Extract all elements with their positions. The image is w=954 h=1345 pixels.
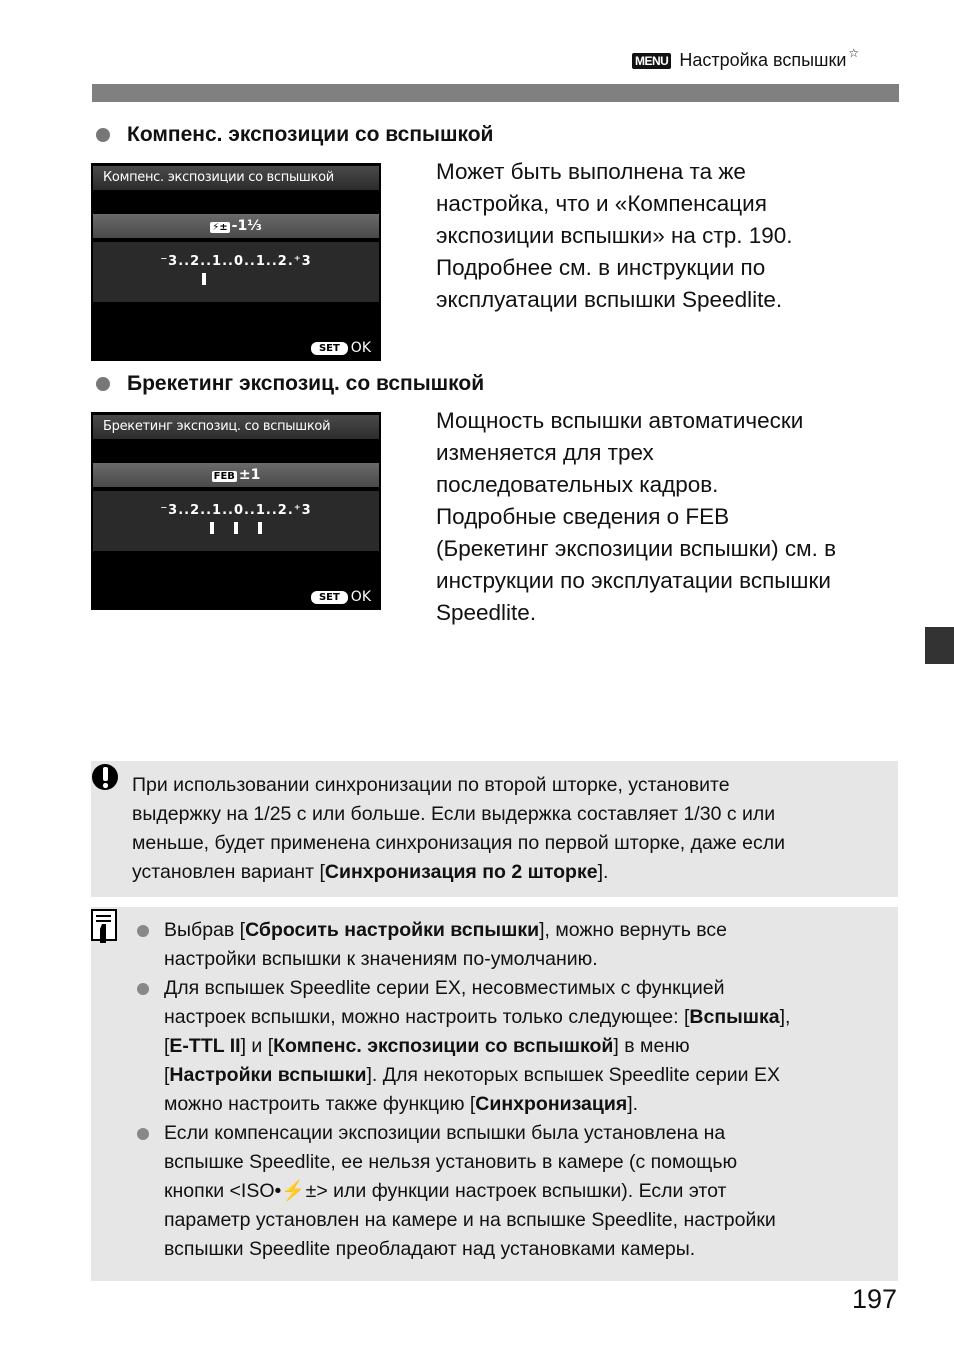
text-segment: настройки вспышки к значениям по-умолчанию.	[164, 948, 598, 970]
text-segment: [	[164, 1064, 170, 1086]
text-line	[132, 829, 785, 858]
camera-screen-flash-comp	[91, 163, 381, 361]
text-segment: ], можно вернуть все	[539, 919, 728, 941]
exposure-scale	[93, 242, 379, 302]
bullet-icon	[96, 128, 110, 142]
text-line: Speedlite.	[436, 600, 537, 625]
caution-text	[132, 771, 785, 887]
text-line	[164, 1032, 790, 1061]
value-text: ±1	[238, 467, 261, 483]
note-item	[164, 916, 727, 974]
text-segment: кнопки <ISO•⚡±> или функции настроек вспышки). Если этот	[164, 1180, 727, 1202]
text-line	[164, 945, 727, 974]
note-item	[164, 1119, 776, 1264]
text-line: Может быть выполнена та же	[436, 159, 746, 184]
camera-screen-feb	[91, 412, 381, 610]
text-line: (Брекетинг экспозиции вспышки) см. в	[436, 536, 837, 561]
caution-icon	[91, 763, 121, 793]
text-line	[164, 1090, 790, 1119]
text-line: Подробнее см. в инструкции по	[436, 255, 766, 280]
ok-text: OK	[350, 340, 371, 356]
bold-term: Компенс. экспозиции со вспышкой	[273, 1035, 614, 1057]
running-header	[632, 45, 860, 71]
bracket-marker	[210, 522, 214, 534]
bold-term: E-TTL II	[169, 1035, 241, 1057]
screen-value	[93, 214, 379, 238]
bullet-icon	[137, 925, 149, 937]
text-segment: меньше, будет применена синхронизация по первой шторке, даже если	[132, 832, 786, 854]
text-segment: ] и [	[240, 1035, 274, 1057]
text-line	[164, 1003, 790, 1032]
text-segment: ] в меню	[613, 1035, 690, 1057]
text-line: настройка, что и «Компенсация	[436, 191, 767, 216]
text-segment: выдержку на 1/25 с или больше. Если выдержка составляет 1/30 с или	[132, 803, 776, 825]
text-segment: параметр установлен на камере и на вспышке Speedlite, настройки	[164, 1209, 776, 1231]
text-line	[164, 1061, 790, 1090]
screen-title: Брекетинг экспозиц. со вспышкой	[93, 415, 379, 439]
exposure-scale	[93, 491, 379, 551]
note-box	[91, 907, 898, 1281]
text-segment: настроек вспышки, можно настроить только следующее: [	[164, 1006, 690, 1028]
scale-text: ⁻3..2..1..0..1..2.⁺3	[160, 503, 312, 518]
text-segment: вспышке Speedlite, ее нельзя установить в камере (с помощью	[164, 1151, 738, 1173]
text-segment: ]. Для некоторых вспышек Speedlite серии EX	[366, 1064, 780, 1086]
text-line	[132, 800, 785, 829]
text-segment: вспышки Speedlite преобладают над установками камеры.	[164, 1238, 696, 1260]
text-segment: Для вспышек Speedlite серии EX, несовместимых с функцией	[164, 977, 725, 999]
text-segment: установлен вариант [	[132, 861, 325, 883]
heading-text: Компенс. экспозиции со вспышкой	[127, 123, 494, 146]
caution-box	[91, 761, 898, 897]
text-line: экспозиции вспышки» на стр. 190.	[436, 223, 793, 248]
heading-text: Брекетинг экспозиц. со вспышкой	[127, 372, 485, 395]
text-line	[164, 916, 727, 945]
text-line: Подробные сведения о FEB	[436, 504, 730, 529]
set-icon: SET	[311, 342, 348, 355]
note-item	[164, 974, 790, 1119]
bold-term: Вспышка	[689, 1006, 780, 1028]
screen-value	[93, 463, 379, 487]
text-line	[164, 1148, 776, 1177]
scale-text: ⁻3..2..1..0..1..2.⁺3	[160, 254, 312, 269]
bold-term: Синхронизация	[475, 1093, 628, 1115]
bracket-marker	[202, 273, 206, 285]
bullet-icon	[137, 1128, 149, 1140]
bullet-icon	[96, 377, 110, 391]
page-number: 197	[852, 1284, 898, 1314]
bold-term: Синхронизация по 2 шторке	[324, 861, 598, 883]
section2-heading	[96, 372, 484, 396]
text-line: изменяется для трех	[436, 440, 654, 465]
bracket-marker	[258, 522, 262, 534]
text-line	[164, 1235, 776, 1264]
text-segment: Выбрав [	[164, 919, 246, 941]
text-line: эксплуатации вспышки Speedlite.	[436, 287, 783, 312]
text-segment: ],	[779, 1006, 791, 1028]
ok-text: OK	[350, 589, 371, 605]
text-line: инструкции по эксплуатации вспышки	[436, 568, 831, 593]
feb-icon: FEB	[213, 471, 235, 482]
text-segment: Если компенсации экспозиции вспышки была установлена на	[164, 1122, 726, 1144]
value-text: -1⅓	[231, 218, 262, 234]
text-line	[164, 974, 790, 1003]
bracket-marker	[234, 522, 238, 534]
set-icon: SET	[311, 591, 348, 604]
note-memo-icon	[91, 909, 117, 945]
bullet-icon	[137, 983, 149, 995]
bold-term: Настройки вспышки	[169, 1064, 367, 1086]
flash-comp-icon: ⚡±	[212, 222, 228, 233]
menu-icon: MENU	[632, 53, 671, 69]
text-segment: При использовании синхронизации по второй шторке, установите	[132, 774, 730, 796]
set-ok	[311, 589, 371, 605]
set-ok	[311, 340, 371, 356]
header-bar	[92, 84, 899, 102]
chapter-tab	[925, 627, 954, 664]
text-segment: [	[164, 1035, 170, 1057]
text-segment: ].	[627, 1093, 639, 1115]
section2-description	[436, 405, 836, 629]
text-segment: можно настроить также функцию [	[164, 1093, 476, 1115]
text-line: последовательных кадров.	[436, 472, 719, 497]
text-line: Мощность вспышки автоматически	[436, 408, 804, 433]
text-segment: ].	[597, 861, 609, 883]
text-line	[132, 858, 785, 887]
text-line	[132, 771, 785, 800]
header-title: Настройка вспышки	[679, 50, 847, 70]
screen-title: Компенс. экспозиции со вспышкой	[93, 166, 379, 190]
bold-term: Сбросить настройки вспышки	[245, 919, 540, 941]
star-icon: ☆	[848, 45, 860, 60]
text-line	[164, 1177, 776, 1206]
text-line	[164, 1119, 776, 1148]
section1-heading	[96, 123, 493, 147]
section1-description	[436, 156, 793, 316]
text-line	[164, 1206, 776, 1235]
